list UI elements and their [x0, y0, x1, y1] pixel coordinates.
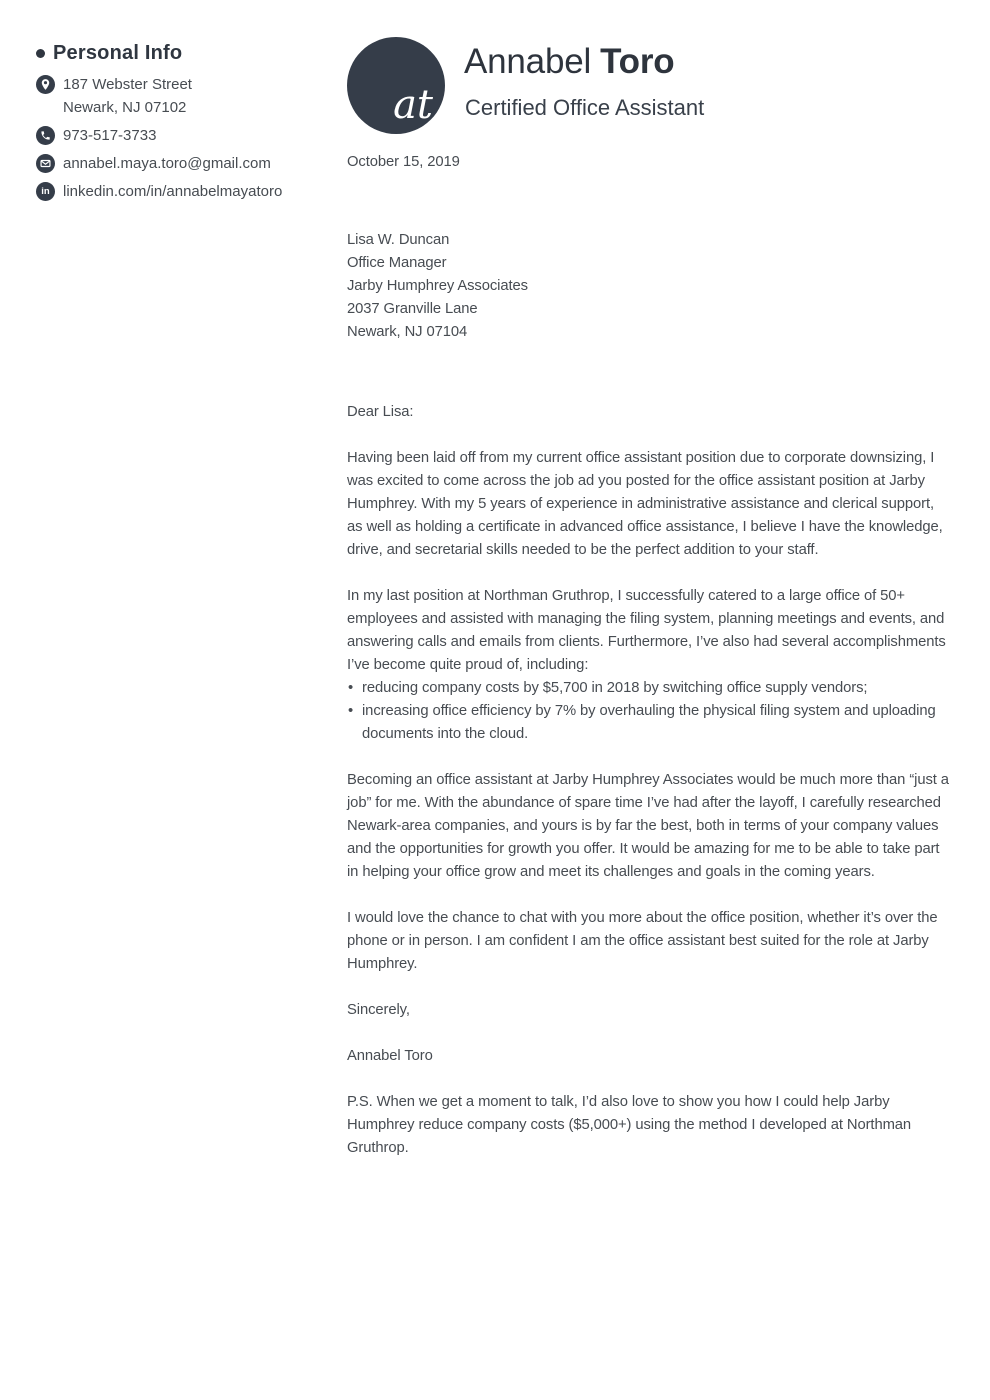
paragraph-call-to-action: I would love the chance to chat with you more about the office position, whether it’s over the phone or in person. I am confident I am the office assistant best suited for the role at Jarby Humphrey. [347, 910, 938, 972]
sidebar-personal-info [36, 40, 332, 208]
letter-body [347, 151, 951, 1183]
bullet-icon: • [348, 680, 354, 696]
page-title [464, 42, 674, 82]
recipient-street: 2037 Granville Lane [347, 301, 478, 317]
bullet-icon: • [348, 703, 354, 719]
bullet-text: reducing company costs by $5,700 in 2018 by switching office supply vendors; [362, 680, 868, 696]
last-name: Toro [600, 42, 675, 81]
closing: Sincerely, [347, 1002, 410, 1018]
linkedin-icon [36, 182, 55, 201]
section-bullet-icon [36, 49, 45, 58]
email-address: annabel.maya.toro@gmail.com [63, 155, 271, 172]
avatar-monogram [347, 37, 445, 134]
monogram-initials: at [393, 82, 433, 128]
recipient-company: Jarby Humphrey Associates [347, 278, 528, 294]
phone-icon [36, 126, 55, 145]
phone-number: 973-517-3733 [63, 127, 157, 144]
paragraph-motivation: Becoming an office assistant at Jarby Humphrey Associates would be much more than “just a job” for me. With the abundance of spare time I’ve had after the layoff, I carefully researched Newark-area companies, and yours is by far the best, both in terms of your company values and the opportunities for growth you offer. It would be amazing for me to be able to take part in helping your office grow and meet its challenges and goals in the coming years. [347, 772, 949, 880]
contact-address [36, 73, 332, 119]
contact-email [36, 152, 332, 175]
email-icon [36, 154, 55, 173]
contact-phone [36, 124, 332, 147]
job-title: Certified Office Assistant [465, 95, 705, 120]
paragraph-experience: In my last position at Northman Gruthrop, I successfully catered to a large office of 50+ employees and assisted with managing the filing system, planning meetings and events, and answering calls and emails from clients. Furthermore, I’ve also had several accomplishments I’ve become quite proud of, including: [347, 588, 946, 673]
contact-linkedin [36, 180, 332, 203]
signature: Annabel Toro [347, 1048, 433, 1064]
letter-date: October 15, 2019 [347, 154, 460, 170]
location-pin-icon [36, 75, 55, 94]
postscript: P.S. When we get a moment to talk, I’d also love to show you how I could help Jarby Humphrey reduce company costs ($5,000+) using the method I developed at Northman Gruthrop. [347, 1094, 912, 1156]
accomplishments-list [347, 677, 951, 746]
address-line-2: Newark, NJ 07102 [63, 99, 187, 116]
recipient-name: Lisa W. Duncan [347, 232, 450, 248]
personal-info-heading [36, 40, 332, 66]
salutation: Dear Lisa: [347, 404, 414, 420]
recipient-block [347, 229, 951, 344]
address-line-1: 187 Webster Street [63, 76, 192, 93]
linkedin-url: linkedin.com/in/annabelmayatoro [63, 183, 283, 200]
first-name: Annabel [464, 42, 592, 81]
paragraph-intro: Having been laid off from my current office assistant position due to corporate downsizing, I was excited to come across the job ad you posted for the office assistant position at Jarby Humphrey. With my 5 years of experience in administrative assistance and clerical support, as well as holding a certificate in advanced office assistance, I believe I have the knowledge, drive, and secretarial skills needed to be the perfect addition to your staff. [347, 450, 943, 558]
recipient-title: Office Manager [347, 255, 447, 271]
bullet-text: increasing office efficiency by 7% by overhauling the physical filing system and uploading documents into the cloud. [362, 703, 936, 742]
list-item [347, 700, 951, 746]
list-item [347, 677, 951, 700]
recipient-city: Newark, NJ 07104 [347, 324, 468, 340]
personal-info-heading-label: Personal Info [53, 42, 183, 64]
linkedin-icon-glyph: in [36, 182, 55, 201]
